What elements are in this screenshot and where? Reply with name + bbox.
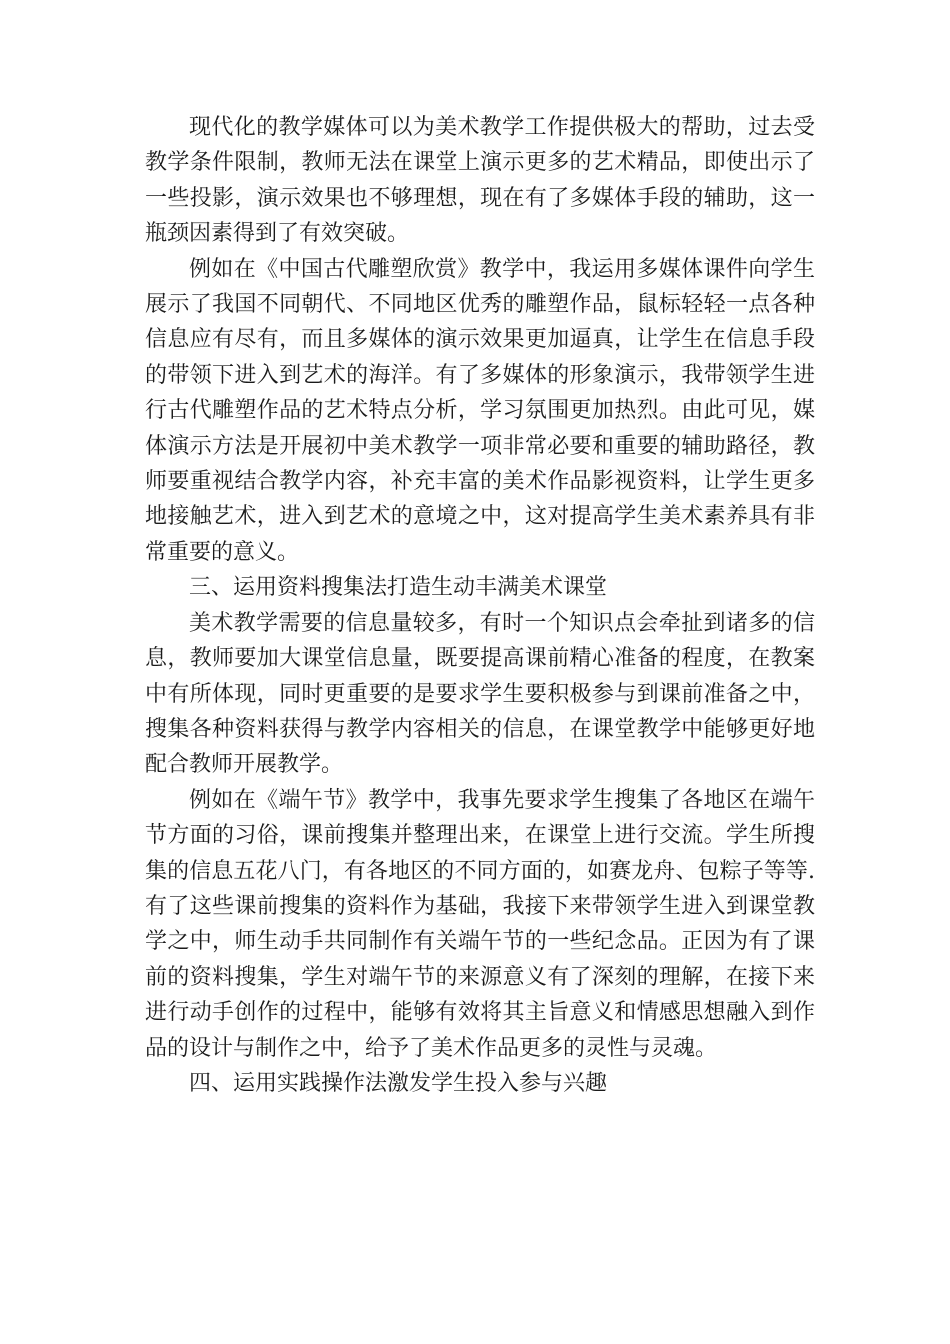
section-heading-3: 三、运用资料搜集法打造生动丰满美术课堂 xyxy=(189,575,608,601)
paragraph-media-intro: 现代化的教学媒体可以为美术教学工作提供极大的帮助，过去受教学条件限制，教师无法在课堂上演示更多的艺术精品，即使出示了一些投影，演示效果也不够理想，现在有了多媒体手段的辅助，这一瓶颈因素得到了有效突破。 xyxy=(145,115,815,247)
paragraph-info-collection: 美术教学需要的信息量较多，有时一个知识点会牵扯到诸多的信息，教师要加大课堂信息量，既要提高课前精心准备的程度，在教案中有所体现，同时更重要的是要求学生要积极参与到课前准备之中，搜集各种资料获得与教学内容相关的信息，在课堂教学中能够更好地配合教师开展教学。 xyxy=(145,610,815,778)
paragraph-sculpture-example: 例如在《中国古代雕塑欣赏》教学中，我运用多媒体课件向学生展示了我国不同朝代、不同地区优秀的雕塑作品，鼠标轻轻一点各种信息应有尽有，而且多媒体的演示效果更加逼真，让学生在信息手段的带领下进入到艺术的海洋。有了多媒体的形象演示，我带领学生进行古代雕塑作品的艺术特点分析，学习氛围更加热烈。由此可见，媒体演示方法是开展初中美术教学一项非常必要和重要的辅助路径，教师要重视结合教学内容，补充丰富的美术作品影视资料，让学生更多地接触艺术，进入到艺术的意境之中，这对提高学生美术素养具有非常重要的意义。 xyxy=(145,256,815,565)
paragraph-dragon-boat-example: 例如在《端午节》教学中，我事先要求学生搜集了各地区在端午节方面的习俗，课前搜集并整理出来，在课堂上进行交流。学生所搜集的信息五花八门，有各地区的不同方面的，如赛龙舟、包粽子等等.有了这些课前搜集的资料作为基础，我接下来带领学生进入到课堂教学之中，师生动手共同制作有关端午节的一些纪念品。正因为有了课前的资料搜集，学生对端午节的来源意义有了深刻的理解，在接下来进行动手创作的过程中，能够有效将其主旨意义和情感思想融入到作品的设计与制作之中，给予了美术作品更多的灵性与灵魂。 xyxy=(145,787,815,1061)
document-body xyxy=(145,110,815,1101)
section-heading-4: 四、运用实践操作法激发学生投入参与兴趣 xyxy=(189,1070,608,1096)
